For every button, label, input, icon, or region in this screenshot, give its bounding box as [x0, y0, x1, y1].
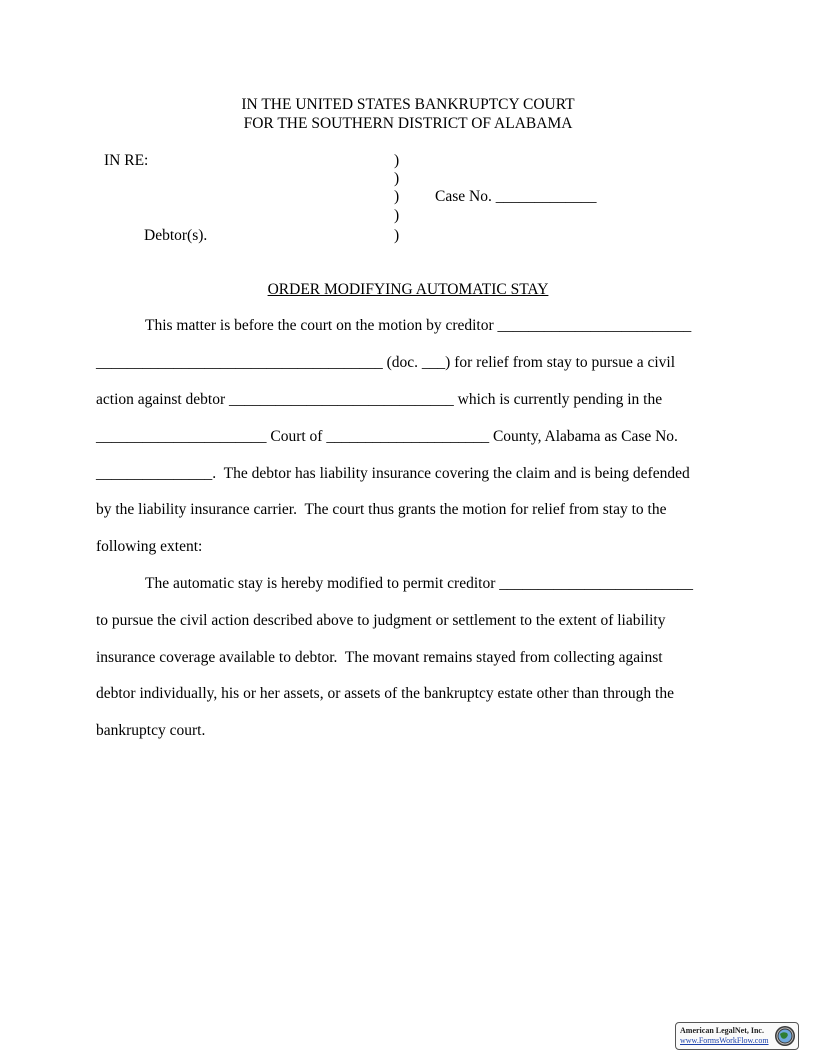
- body-line: This matter is before the court on the motion by creditor _________________________: [145, 317, 692, 334]
- body-line: to pursue the civil action described above to judgment or settlement to the extent of liability: [96, 612, 666, 629]
- body-line: _______________. The debtor has liability insurance covering the claim and is being defended: [96, 465, 690, 482]
- caption-paren: ): [394, 170, 400, 187]
- caption-paren: ): [394, 227, 400, 244]
- caption-paren: ): [394, 207, 400, 224]
- body-line: action against debtor _____________________________ which is currently pending in the: [96, 391, 663, 408]
- court-name: IN THE UNITED STATES BANKRUPTCY COURT: [241, 96, 575, 113]
- body-line: The automatic stay is hereby modified to permit creditor _________________________: [145, 575, 693, 592]
- body-line: ______________________ Court of _____________________ County, Alabama as Case No.: [96, 428, 678, 445]
- debtor-label: Debtor(s).: [144, 227, 208, 244]
- court-district: FOR THE SOUTHERN DISTRICT OF ALABAMA: [243, 115, 573, 132]
- body-line: _____________________________________ (doc. ___) for relief from stay to pursue a civil: [96, 354, 676, 371]
- in-re-label: IN RE:: [104, 152, 149, 169]
- caption-paren: ): [394, 152, 400, 169]
- order-title: ORDER MODIFYING AUTOMATIC STAY: [267, 281, 549, 298]
- body-line: debtor individually, his or her assets, or assets of the bankruptcy estate other than through the: [96, 685, 674, 702]
- globe-logo-icon: [774, 1025, 796, 1047]
- case-number-field[interactable]: Case No. _____________: [435, 188, 597, 205]
- footer-badge: [675, 1022, 799, 1050]
- caption-paren: ): [394, 188, 400, 205]
- body-line: bankruptcy court.: [96, 722, 206, 739]
- body-line: by the liability insurance carrier. The court thus grants the motion for relief from stay to the: [96, 501, 667, 518]
- footer-url-link[interactable]: www.FormsWorkFlow.com: [680, 1036, 769, 1045]
- footer-company: American LegalNet, Inc.: [680, 1026, 764, 1035]
- body-line: following extent:: [96, 538, 203, 555]
- body-line: insurance coverage available to debtor. The movant remains stayed from collecting against: [96, 649, 663, 666]
